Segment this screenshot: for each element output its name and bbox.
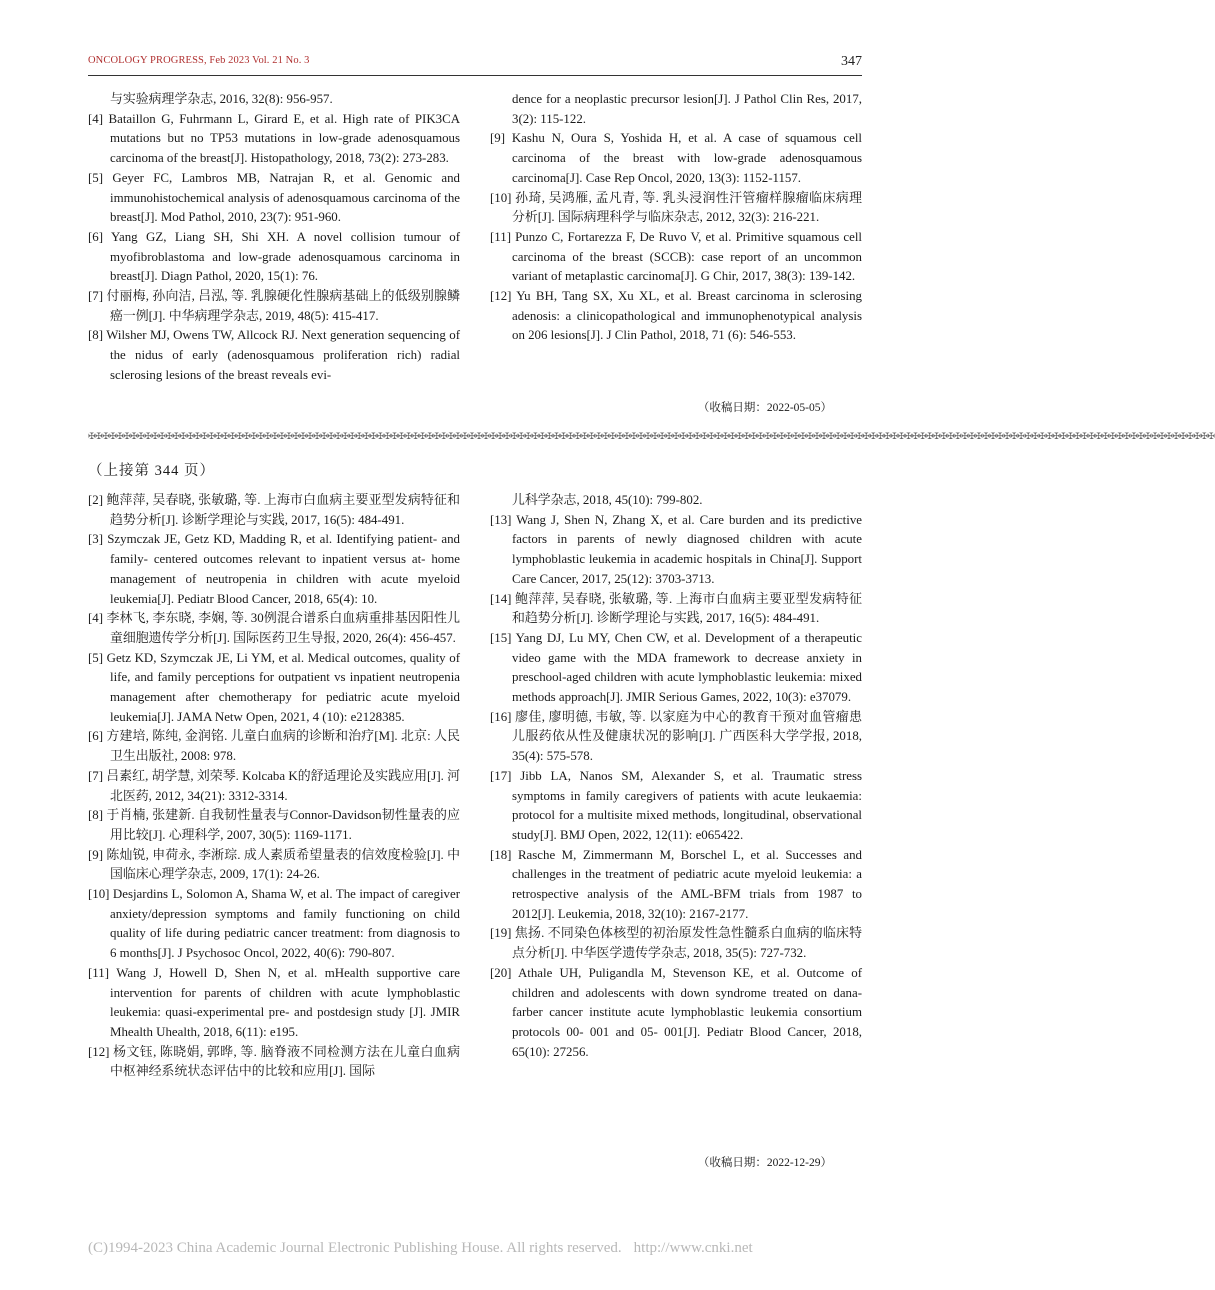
- continued-from-label: （上接第 344 页）: [88, 463, 215, 479]
- reference-item: [14] 鲍萍萍, 吴春晓, 张敏璐, 等. 上海市白血病主要亚型发病特征和趋势分析[J]. 诊断学理论与实践, 2017, 16(5): 484-491.: [490, 591, 862, 626]
- reference-item: [10] 孙琦, 吴鸿雁, 孟凡青, 等. 乳头浸润性汗管瘤样腺瘤临床病理分析[J]. 国际病理科学与临床杂志, 2012, 32(3): 216-221.: [490, 190, 862, 225]
- reference-item: [5] Geyer FC, Lambros MB, Natrajan R, et al. Genomic and immunohistochemical analysis of adenosquamous carcinoma of the breast[J]. Mod Pathol, 2010, 23(7): 951-960.: [88, 170, 460, 225]
- reference-item: [11] Wang J, Howell D, Shen N, et al. mHealth supportive care intervention for parents of children with acute lymphoblastic leukemia: quasi-experimental pre- and postdesign study [J]. JMIR Mhealth Uhealth, 2018, 6(11): e195.: [88, 965, 460, 1039]
- reference-item: [11] Punzo C, Fortarezza F, De Ruvo V, et al. Primitive squamous cell carcinoma of the breast (SCCB): case report of an uncommon variant of metaplastic carcinoma[J]. G Chir, 2017, 38(3): 139-142.: [490, 229, 862, 284]
- reference-item: [16] 廖佳, 廖明德, 韦敏, 等. 以家庭为中心的教育干预对血管瘤患儿服药依从性及健康状况的影响[J]. 广西医科大学学报, 2018, 35(4): 575-578.: [490, 709, 862, 764]
- reference-item: [4] 李林飞, 李东晓, 李娴, 等. 30例混合谱系白血病重排基因阳性儿童细胞遗传学分析[J]. 国际医药卫生导报, 2020, 26(4): 456-457.: [88, 611, 460, 645]
- references-top-left: [88, 90, 460, 386]
- reference-item: [17] Jibb LA, Nanos SM, Alexander S, et al. Traumatic stress symptoms in family caregivers of patients with acute leukaemia: protocol for a multisite mixed methods, longitudinal, observational study[J]. BMJ Open, 2022, 12(11): e065422.: [490, 768, 862, 842]
- received-date-bottom-wrap: [490, 1153, 862, 1173]
- received-date: （收稿日期：2022-12-29）: [697, 1157, 832, 1169]
- journal-header: ONCOLOGY PROGRESS, Feb 2023 Vol. 21 No. 3: [88, 55, 310, 66]
- page-number: 347: [841, 54, 862, 69]
- references-bottom-right: [490, 491, 862, 1062]
- footer-url: http://www.cnki.net: [633, 1240, 753, 1256]
- reference-item: [10] Desjardins L, Solomon A, Shama W, et al. The impact of caregiver anxiety/depression symptoms and family functioning on child quality of life during pediatric cancer treatment: from diagnosis to 6 months[J]. J Psychosoc Oncol, 2022, 40(6): 790-807.: [88, 887, 460, 961]
- reference-item: [20] Athale UH, Puligandla M, Stevenson KE, et al. Outcome of children and adolescents with down syndrome treated on dana-farber cancer institute acute lymphoblastic leukemia consortium protocols 00- 001 and 05- 001[J]. Pediatr Blood Cancer, 2018, 65(10): 27256.: [490, 965, 862, 1059]
- reference-item: [19] 焦扬. 不同染色体核型的初治原发性急性髓系白血病的临床特点分析[J]. 中华医学遗传学杂志, 2018, 35(5): 727-732.: [490, 926, 862, 961]
- reference-continuation: 儿科学杂志, 2018, 45(10): 799-802.: [512, 493, 703, 507]
- copyright-footer: [88, 1240, 810, 1257]
- reference-item: [8] Wilsher MJ, Owens TW, Allcock RJ. Next generation sequencing of the nidus of early (adenosquamous proliferation rich) radial sclerosing lesions of the breast reveals evi-: [88, 328, 460, 382]
- reference-item: [5] Getz KD, Szymczak JE, Li YM, et al. Medical outcomes, quality of life, and family perceptions for outpatient vs inpatient neutropenia management after chemotherapy for pediatric acute myeloid leukemia[J]. JAMA Netw Open, 2021, 4 (10): e2128385.: [88, 650, 460, 724]
- reference-item: [18] Rasche M, Zimmermann M, Borschel L, et al. Successes and challenges in the treatment of pediatric acute myeloid leukemia: a retrospective analysis of the AML-BFM trials from 1987 to 2012[J]. Leukemia, 2018, 32(10): 2167-2177.: [490, 847, 862, 921]
- reference-item: [6] Yang GZ, Liang SH, Shi XH. A novel collision tumour of myofibroblastoma and low-grade adenosquamous carcinoma in breast[J]. Diagn Pathol, 2020, 15(1): 76.: [88, 229, 460, 284]
- reference-item: [9] Kashu N, Oura S, Yoshida H, et al. A case of squamous cell carcinoma of the breast with low-grade adenosquamous carcinoma[J]. Case Rep Oncol, 2020, 13(3): 1152-1157.: [490, 131, 862, 185]
- reference-item: [12] 杨文钰, 陈晓娟, 郭晔, 等. 脑脊液不同检测方法在儿童白血病中枢神经系统状态评估中的比较和应用[J]. 国际: [88, 1044, 460, 1079]
- reference-continuation: 与实验病理学杂志, 2016, 32(8): 956-957.: [110, 92, 333, 106]
- reference-item: [3] Szymczak JE, Getz KD, Madding R, et al. Identifying patient- and family- centered outcomes relevant to inpatient versus at- home management of neutropenia in children with acute myeloid leukemia[J]. Pediatr Blood Cancer, 2018, 65(4): 10.: [88, 532, 460, 606]
- header-rule: [88, 75, 862, 76]
- reference-item: [7] 吕素红, 胡学慧, 刘荣琴. Kolcaba K的舒适理论及实践应用[J]. 河北医药, 2012, 34(21): 3312-3314.: [88, 768, 460, 803]
- reference-item: [9] 陈灿锐, 申荷永, 李淅琮. 成人素质希望量表的信效度检验[J]. 中国临床心理学杂志, 2009, 17(1): 24-26.: [88, 847, 460, 882]
- reference-item: [8] 于肖楠, 张建新. 自我韧性量表与Connor-Davidson韧性量表的应用比较[J]. 心理科学, 2007, 30(5): 1169-1171.: [88, 808, 460, 842]
- reference-item: [15] Yang DJ, Lu MY, Chen CW, et al. Development of a therapeutic video game with the MDA framework to decrease anxiety in preschool-aged children with acute lymphoblastic leukemia: mixed methods approach[J]. JMIR Serious Games, 2022, 10(3): e37079.: [490, 630, 862, 705]
- copyright-text: (C)1994-2023 China Academic Journal Electronic Publishing House. All rights reserved.: [88, 1240, 622, 1256]
- references-top-right: [490, 90, 862, 346]
- reference-item: [12] Yu BH, Tang SX, Xu XL, et al. Breast carcinoma in sclerosing adenosis: a clinicopathological and immunophenotypical analysis on 206 lesions[J]. J Clin Pathol, 2018, 71 (6): 546-553.: [490, 289, 862, 343]
- reference-item: [2] 鲍萍萍, 吴春晓, 张敏璐, 等. 上海市白血病主要亚型发病特征和趋势分析[J]. 诊断学理论与实践, 2017, 16(5): 484-491.: [88, 493, 460, 527]
- reference-item: [13] Wang J, Shen N, Zhang X, et al. Care burden and its predictive factors in parents of newly diagnosed children with acute lymphoblastic leukemia in academic hospitals in China[J]. Support Care Cancer, 2017, 25(12): 3703-3713.: [490, 512, 862, 586]
- received-date-top-wrap: [490, 398, 862, 418]
- section-divider: ✠✠✠✠✠✠✠✠✠✠✠✠✠✠✠✠✠✠✠✠✠✠✠✠✠✠✠✠✠✠✠✠✠✠✠✠✠✠✠✠✠✠✠✠✠✠✠✠✠✠✠✠✠✠✠✠✠✠✠✠✠✠✠✠✠✠✠✠✠✠✠✠✠✠✠✠✠✠✠✠✠✠✠✠✠✠✠✠✠✠✠✠✠✠✠✠✠✠✠✠✠✠✠✠✠✠✠✠✠✠✠✠✠✠✠✠✠✠✠✠✠✠✠✠✠✠✠✠✠✠✠✠✠✠✠✠✠✠✠✠✠✠✠✠✠✠✠✠✠✠✠✠✠✠✠✠✠✠✠✠: [88, 431, 1215, 441]
- reference-item: [7] 付丽梅, 孙向洁, 吕泓, 等. 乳腺硬化性腺病基础上的低级别腺鳞癌一例[J]. 中华病理学杂志, 2019, 48(5): 415-417.: [88, 289, 460, 323]
- received-date: （收稿日期：2022-05-05）: [697, 402, 832, 414]
- reference-continuation: dence for a neoplastic precursor lesion[J]. J Pathol Clin Res, 2017, 3(2): 115-122.: [512, 92, 862, 126]
- references-bottom-left: [88, 491, 460, 1082]
- reference-item: [4] Bataillon G, Fuhrmann L, Girard E, et al. High rate of PIK3CA mutations but no TP53 mutations in low-grade adenosquamous carcinoma of the breast[J]. Histopathology, 2018, 73(2): 273-283.: [88, 111, 460, 166]
- reference-item: [6] 方建培, 陈纯, 金润铭. 儿童白血病的诊断和治疗[M]. 北京: 人民卫生出版社, 2008: 978.: [88, 729, 460, 764]
